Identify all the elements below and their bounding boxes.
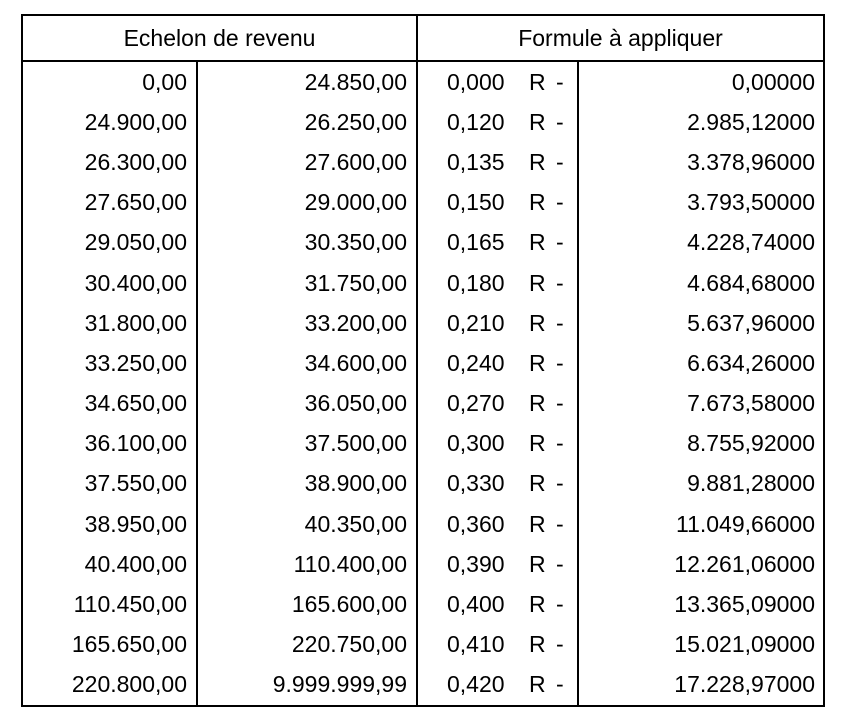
rate-cell: 0,420: [417, 665, 529, 706]
header-income-bracket: Echelon de revenu: [22, 15, 417, 61]
bracket-max-cell: 110.400,00: [197, 544, 417, 584]
minus-sign-cell: -: [556, 424, 578, 464]
rate-cell: 0,120: [447, 108, 505, 135]
rate-cell: 0,300: [447, 430, 505, 457]
bracket-max-cell: 36.050,00: [197, 384, 417, 424]
deduction-cell: 7.673,58000: [578, 384, 824, 424]
minus-sign-cell: -: [556, 504, 578, 544]
bracket-max-cell: 26.250,00: [197, 102, 417, 142]
minus-sign-cell: -: [556, 665, 578, 706]
income-variable-cell: R: [529, 631, 546, 658]
bracket-min-cell: 29.050,00: [22, 223, 197, 263]
deduction-cell: 5.637,96000: [578, 303, 824, 343]
minus-sign-cell: -: [556, 183, 578, 223]
bracket-min-cell: 40.400,00: [22, 544, 197, 584]
table-row: [22, 544, 824, 584]
bracket-min-cell: 165.650,00: [22, 625, 197, 665]
deduction-cell: 0,00000: [578, 61, 824, 102]
bracket-max-cell: 165.600,00: [197, 584, 417, 624]
bracket-min-cell: 110.450,00: [22, 584, 197, 624]
income-variable-cell: R: [529, 309, 546, 336]
bracket-min-cell: 24.900,00: [22, 102, 197, 142]
rate-cell: 0,180: [447, 269, 505, 296]
rate-cell: 0,210: [447, 309, 505, 336]
bracket-max-cell: 31.750,00: [197, 263, 417, 303]
bracket-max-cell: 40.350,00: [197, 504, 417, 544]
income-variable-cell: R: [529, 108, 546, 135]
rate-cell: 0,165: [447, 229, 505, 256]
deduction-cell: 11.049,66000: [578, 504, 824, 544]
table-row: [22, 102, 824, 142]
minus-sign-cell: -: [556, 544, 578, 584]
income-variable-cell: R: [529, 390, 546, 417]
minus-sign-cell: -: [556, 343, 578, 383]
header-formula: Formule à appliquer: [417, 15, 824, 61]
rate-cell: 0,330: [447, 470, 505, 497]
income-variable-cell: R: [529, 189, 546, 216]
bracket-min-cell: 31.800,00: [22, 303, 197, 343]
rate-cell: 0,390: [447, 550, 505, 577]
income-variable-cell: R: [529, 470, 546, 497]
table-row: [22, 625, 824, 665]
minus-sign-cell: -: [556, 61, 578, 102]
table-row: [22, 303, 824, 343]
rate-cell: 0,410: [447, 631, 505, 658]
bracket-min-cell: 37.550,00: [22, 464, 197, 504]
bracket-max-cell: 33.200,00: [197, 303, 417, 343]
rate-cell: 0,270: [447, 390, 505, 417]
deduction-cell: 6.634,26000: [578, 343, 824, 383]
table-row: [22, 183, 824, 223]
rate-cell: 0,135: [447, 148, 505, 175]
rate-cell: 0,240: [447, 349, 505, 376]
income-variable-cell: R: [529, 349, 546, 376]
income-variable-cell: R: [529, 591, 546, 618]
bracket-min-cell: 220.800,00: [22, 665, 197, 706]
deduction-cell: 2.985,12000: [578, 102, 824, 142]
income-variable-cell: R: [529, 550, 546, 577]
bracket-min-cell: 36.100,00: [22, 424, 197, 464]
rate-cell: 0,400: [447, 591, 505, 618]
table-row: [22, 343, 824, 383]
table-row: [22, 384, 824, 424]
table-body: [22, 61, 824, 706]
bracket-max-cell: 220.750,00: [197, 625, 417, 665]
income-variable-cell: R: [529, 665, 556, 706]
bracket-max-cell: 30.350,00: [197, 223, 417, 263]
table-row: [22, 584, 824, 624]
minus-sign-cell: -: [556, 303, 578, 343]
deduction-cell: 15.021,09000: [578, 625, 824, 665]
rate-cell: 0,360: [447, 510, 505, 537]
bracket-min-cell: 38.950,00: [22, 504, 197, 544]
table-row: [22, 223, 824, 263]
minus-sign-cell: -: [556, 263, 578, 303]
deduction-cell: 12.261,06000: [578, 544, 824, 584]
deduction-cell: 3.378,96000: [578, 142, 824, 182]
deduction-cell: 4.684,68000: [578, 263, 824, 303]
bracket-max-cell: 24.850,00: [197, 61, 417, 102]
bracket-max-cell: 34.600,00: [197, 343, 417, 383]
bracket-min-cell: 0,00: [22, 61, 197, 102]
deduction-cell: 4.228,74000: [578, 223, 824, 263]
minus-sign-cell: -: [556, 102, 578, 142]
income-variable-cell: R: [529, 510, 546, 537]
income-variable-cell: R: [529, 229, 546, 256]
deduction-cell: 17.228,97000: [578, 665, 824, 706]
deduction-cell: 3.793,50000: [578, 183, 824, 223]
bracket-max-cell: 29.000,00: [197, 183, 417, 223]
table-row: [22, 263, 824, 303]
minus-sign-cell: -: [556, 464, 578, 504]
deduction-cell: 8.755,92000: [578, 424, 824, 464]
minus-sign-cell: -: [556, 142, 578, 182]
table-row: [22, 464, 824, 504]
bracket-min-cell: 33.250,00: [22, 343, 197, 383]
income-variable-cell: R: [529, 430, 546, 457]
minus-sign-cell: -: [556, 384, 578, 424]
rate-cell: 0,000: [447, 68, 505, 95]
bracket-max-cell: 27.600,00: [197, 142, 417, 182]
tax-bracket-table: [21, 14, 825, 707]
minus-sign-cell: -: [556, 584, 578, 624]
income-variable-cell: R: [529, 269, 546, 296]
minus-sign-cell: -: [556, 223, 578, 263]
income-variable-cell: R: [529, 68, 546, 95]
table-row: [22, 665, 824, 706]
bracket-min-cell: 34.650,00: [22, 384, 197, 424]
table-row: [22, 61, 824, 102]
bracket-min-cell: 27.650,00: [22, 183, 197, 223]
bracket-min-cell: 26.300,00: [22, 142, 197, 182]
table-row: [22, 504, 824, 544]
deduction-cell: 13.365,09000: [578, 584, 824, 624]
rate-cell: 0,150: [447, 189, 505, 216]
bracket-max-cell: 9.999.999,99: [197, 665, 417, 706]
bracket-max-cell: 38.900,00: [197, 464, 417, 504]
bracket-min-cell: 30.400,00: [22, 263, 197, 303]
deduction-cell: 9.881,28000: [578, 464, 824, 504]
minus-sign-cell: -: [556, 625, 578, 665]
table-row: [22, 142, 824, 182]
income-variable-cell: R: [529, 148, 546, 175]
header-row: [22, 15, 824, 61]
bracket-max-cell: 37.500,00: [197, 424, 417, 464]
table-row: [22, 424, 824, 464]
